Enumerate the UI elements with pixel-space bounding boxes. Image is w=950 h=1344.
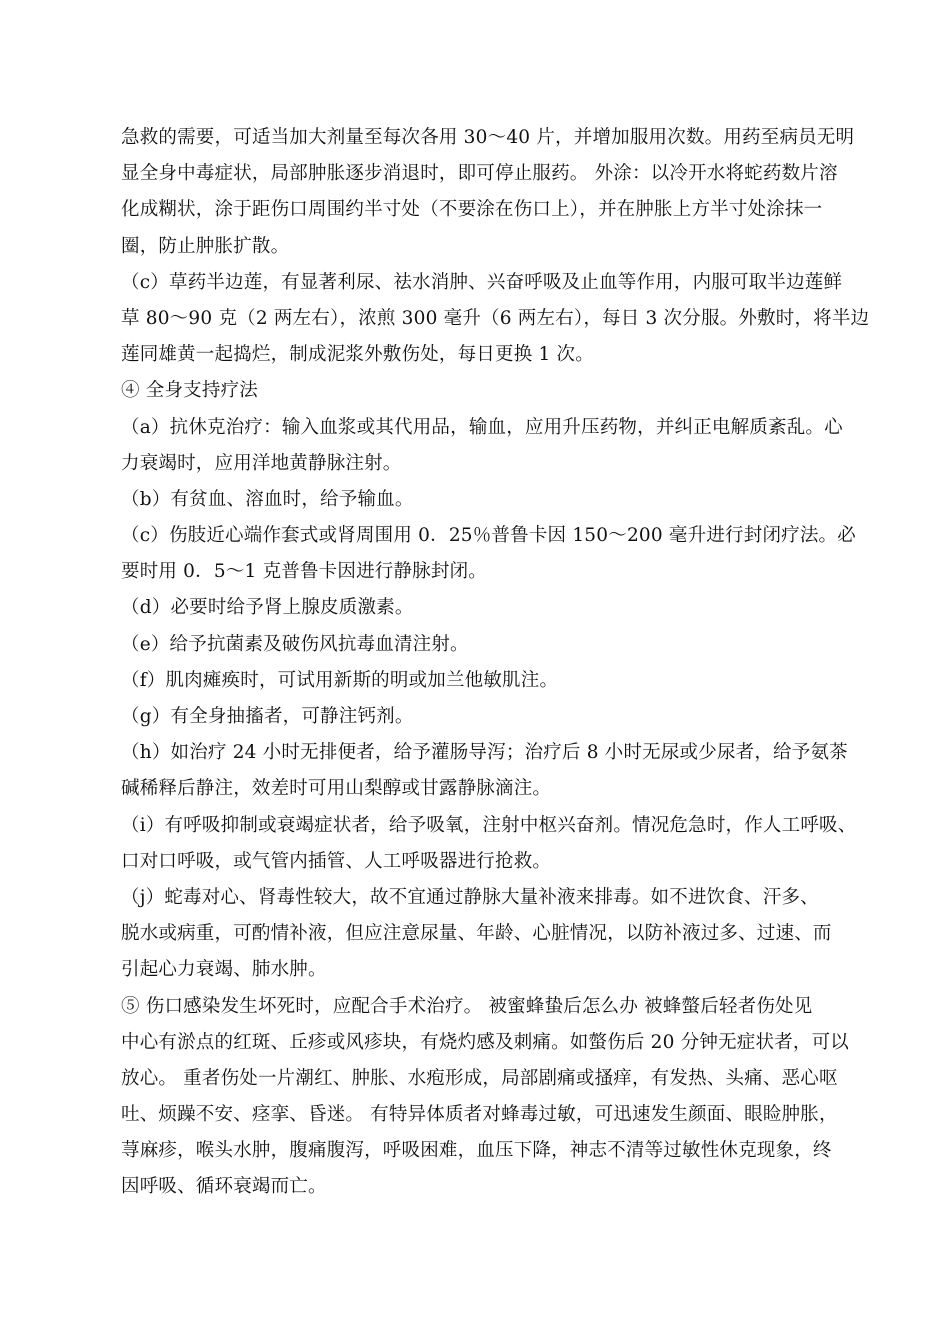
text-line: （c）伤肢近心端作套式或肾周围用 0．25％普鲁卡因 150～200 毫升进行封闭疗法。必 — [121, 525, 856, 547]
text-line: 显全身中毒症状，局部肿胀逐步消退时，即可停止服药。 外涂：以冷开水将蛇药数片溶 — [121, 163, 838, 185]
section-heading: ⑤ 伤口感染发生坏死时，应配合手术治疗。 被蜜蜂蛰后怎么办 被蜂螫后轻者伤处见 — [121, 995, 813, 1017]
section-heading: ④ 全身支持疗法 — [121, 380, 258, 402]
text-line: 因呼吸、循环衰竭而亡。 — [121, 1176, 327, 1198]
text-line: 化成糊状，涂于距伤口周围约半寸处（不要涂在伤口上），并在肿胀上方半寸处涂抹一 — [121, 199, 823, 221]
text-line: 荨麻疹，喉头水肿，腹痛腹泻，呼吸困难，血压下降，神志不清等过敏性休克现象，终 — [121, 1140, 832, 1162]
text-line: 莲同雄黄一起捣烂，制成泥浆外敷伤处，每日更换 1 次。 — [121, 344, 594, 366]
text-line: 碱稀释后静注，效差时可用山梨醇或甘露静脉滴注。 — [121, 778, 552, 800]
text-line: 要时用 0．5～1 克普鲁卡因进行静脉封闭。 — [121, 561, 487, 583]
text-line: （i）有呼吸抑制或衰竭症状者，给予吸氧，注射中枢兴奋剂。情况危急时，作人工呼吸、 — [121, 814, 857, 836]
text-line: 脱水或病重，可酌情补液，但应注意尿量、年龄、心脏情况，以防补液过多、过速、而 — [121, 923, 832, 945]
text-line: 力衰竭时，应用洋地黄静脉注射。 — [121, 452, 402, 474]
text-line: 急救的需要，可适当加大剂量至每次各用 30～40 片，并增加服用次数。用药至病员无明 — [121, 127, 855, 148]
text-line: （c）草药半边莲，有显著利尿、祛水消肿、兴奋呼吸及止血等作用，内服可取半边莲鲜 — [121, 271, 843, 293]
text-line: （g）有全身抽搐者，可静注钙剂。 — [121, 706, 414, 727]
text-line: （h）如治疗 24 小时无排便者，给予灌肠导泻；治疗后 8 小时无尿或少尿者，给予氨茶 — [121, 742, 848, 764]
text-line: 口对口呼吸，或气管内插管、人工呼吸器进行抢救。 — [121, 850, 552, 872]
document-body — [121, 120, 870, 1206]
text-line: （b）有贫血、溶血时，给予输血。 — [121, 488, 414, 510]
text-line: （e）给予抗菌素及破伤风抗毒血清注射。 — [121, 633, 469, 655]
text-line: （j）蛇毒对心、肾毒性较大，故不宜通过静脉大量补液来排毒。如不进饮食、汗多、 — [121, 886, 819, 908]
text-line: 草 80～90 克（2 两左右），浓煎 300 毫升（6 两左右），每日 3 次分服。外敷时，将半边 — [121, 307, 870, 329]
text-line: （d）必要时给予肾上腺皮质激素。 — [121, 597, 414, 619]
text-line: 吐、烦躁不安、痉挛、昏迷。 有特异体质者对蜂毒过敏，可迅速发生颜面、眼睑肿胀， — [121, 1104, 838, 1126]
text-line: 放心。 重者伤处一片潮红、肿胀、水疱形成，局部剧痛或搔痒，有发热、头痛、恶心呕 — [121, 1067, 838, 1089]
text-line: （f）肌肉瘫痪时，可试用新斯的明或加兰他敏肌注。 — [121, 669, 559, 691]
text-line: （a）抗休克治疗：输入血浆或其代用品，输血，应用升压药物，并纠正电解质紊乱。心 — [121, 416, 843, 438]
text-line: 引起心力衰竭、肺水肿。 — [121, 959, 327, 981]
text-line: 中心有淤点的红斑、丘疹或风疹块，有烧灼感及刺痛。如螫伤后 20 分钟无症状者，可以 — [121, 1031, 850, 1053]
text-line: 圈，防止肿胀扩散。 — [121, 235, 290, 257]
